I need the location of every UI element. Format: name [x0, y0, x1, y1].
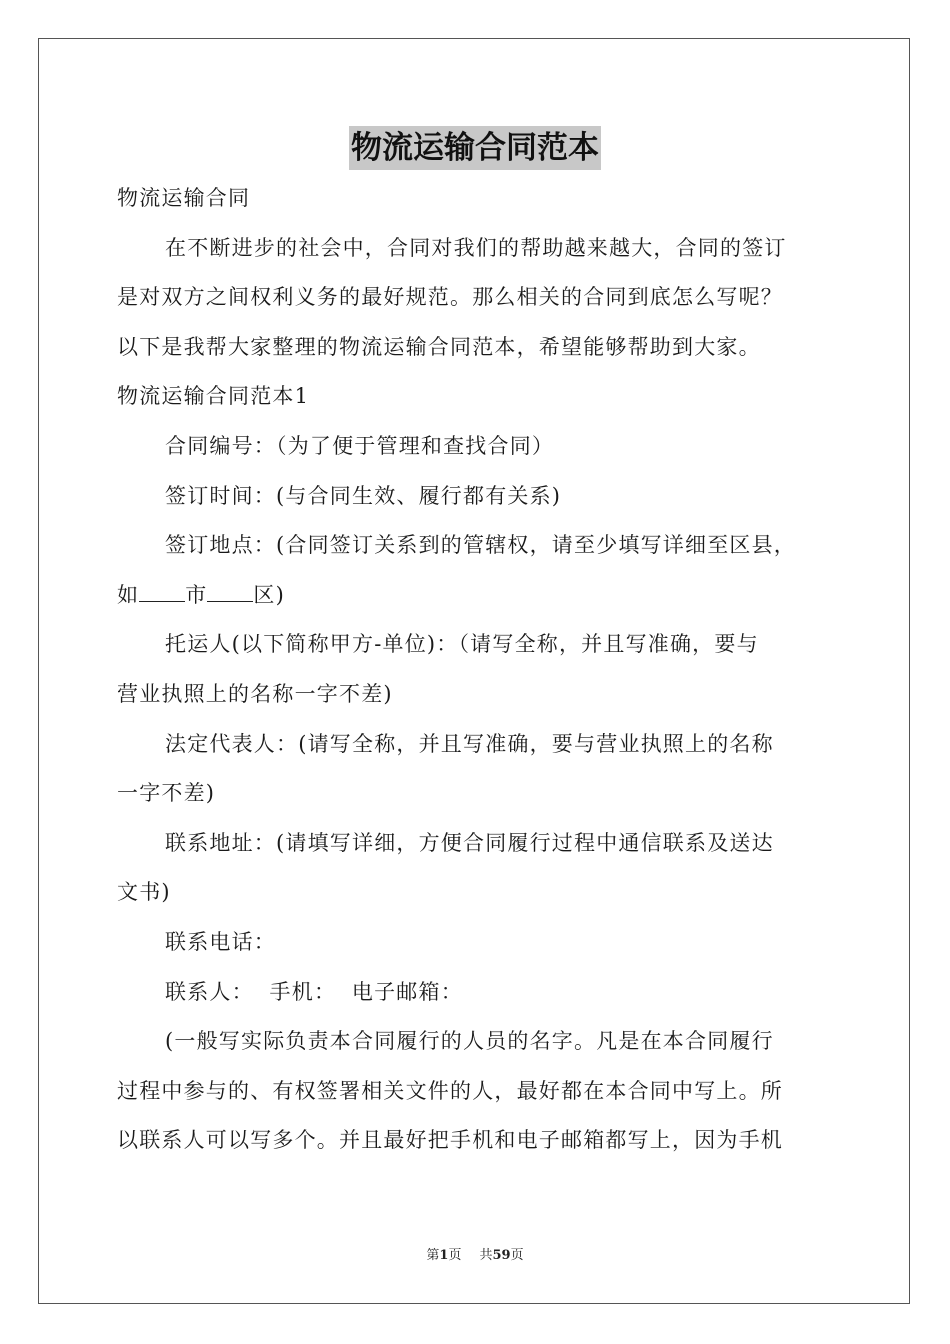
paragraph-line: (一般写实际负责本合同履行的人员的名字。凡是在本合同履行: [165, 1029, 774, 1054]
city-blank: [139, 583, 185, 602]
field-sign-time: 签订时间：(与合同生效、履行都有关系): [165, 483, 562, 508]
field-contact-address: 联系地址：(请填写详细，方便合同履行过程中通信联系及送达: [165, 830, 774, 855]
address-mid: 市: [185, 582, 208, 607]
paragraph-line: 过程中参与的、有权签署相关文件的人，最好都在本合同中写上。所: [117, 1078, 783, 1103]
paragraph-line: 是对双方之间权利义务的最好规范。那么相关的合同到底怎么写呢？: [117, 285, 783, 310]
section-heading: 物流运输合同范本1: [117, 384, 310, 409]
paragraph-line: 一字不差): [117, 781, 216, 806]
paragraph-line: 营业执照上的名称一字不差): [117, 681, 393, 706]
address-prefix: 如: [117, 582, 140, 607]
title-container: [0, 126, 950, 170]
total-suffix: 页: [510, 1248, 524, 1263]
total-prefix: 共: [479, 1248, 493, 1263]
field-shipper: 托运人(以下简称甲方-单位)：（请写全称，并且写准确，要与: [165, 632, 759, 657]
document-title: 物流运输合同范本: [349, 126, 601, 170]
field-contact-person: 联系人： 手机： 电子邮箱：: [165, 979, 463, 1004]
page-footer: [0, 1244, 950, 1263]
address-suffix: 区): [253, 582, 285, 607]
field-contract-number: 合同编号：（为了便于管理和查找合同）: [165, 433, 555, 458]
document-body: [117, 174, 837, 1166]
paragraph-line: 以联系人可以写多个。并且最好把手机和电子邮箱都写上，因为手机: [117, 1128, 783, 1153]
field-legal-rep: 法定代表人：(请写全称，并且写准确，要与营业执照上的名称: [165, 731, 774, 756]
field-sign-place: 签订地点：(合同签订关系到的管辖权，请至少填写详细至区县，: [165, 533, 796, 558]
field-phone: 联系电话：: [165, 929, 276, 954]
address-fill-line: [117, 571, 837, 621]
paragraph-line: 在不断进步的社会中，合同对我们的帮助越来越大，合同的签订: [165, 235, 787, 260]
paragraph-line: 以下是我帮大家整理的物流运输合同范本，希望能够帮助到大家。: [117, 334, 761, 359]
subtitle-line: 物流运输合同: [117, 186, 251, 210]
paragraph-line: 文书): [117, 880, 171, 905]
total-pages: 59: [492, 1248, 511, 1263]
page-prefix: 第: [426, 1248, 440, 1263]
district-blank: [207, 583, 253, 602]
page-suffix: 页: [448, 1248, 462, 1263]
page-number: 1: [439, 1248, 449, 1263]
